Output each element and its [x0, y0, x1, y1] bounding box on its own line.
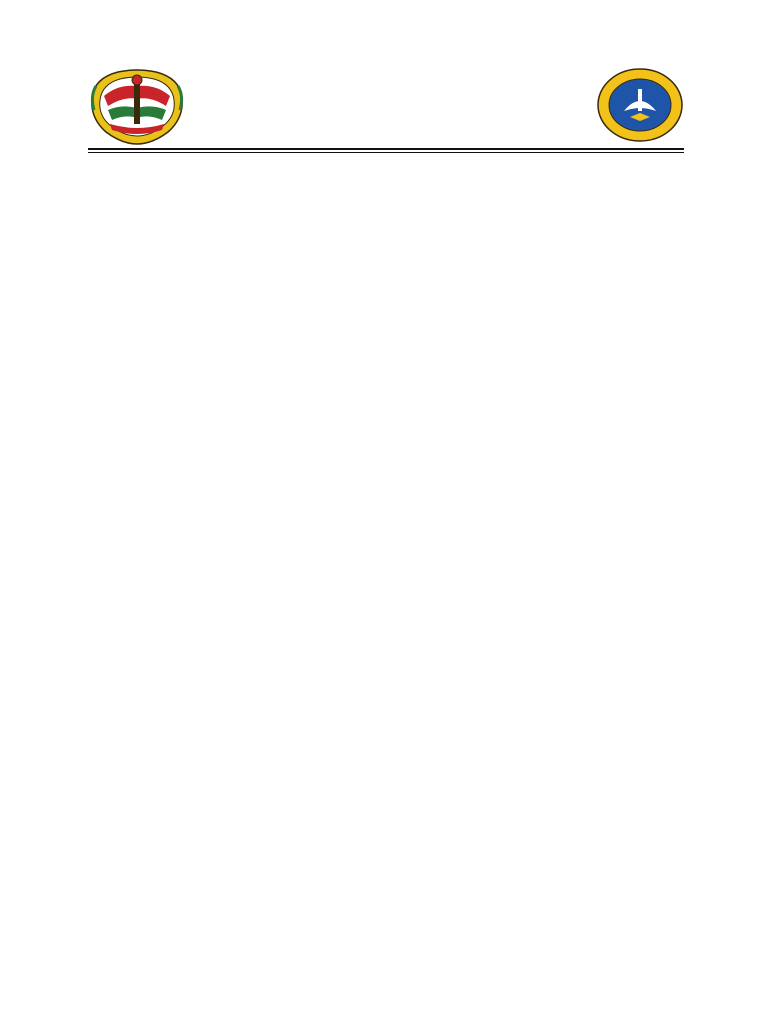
letterhead — [190, 70, 580, 72]
letterhead-rule-thick — [88, 148, 684, 150]
banyumas-crest-logo — [88, 66, 186, 146]
letterhead-rule-thin — [88, 152, 684, 153]
school-emblem-logo — [596, 67, 684, 143]
